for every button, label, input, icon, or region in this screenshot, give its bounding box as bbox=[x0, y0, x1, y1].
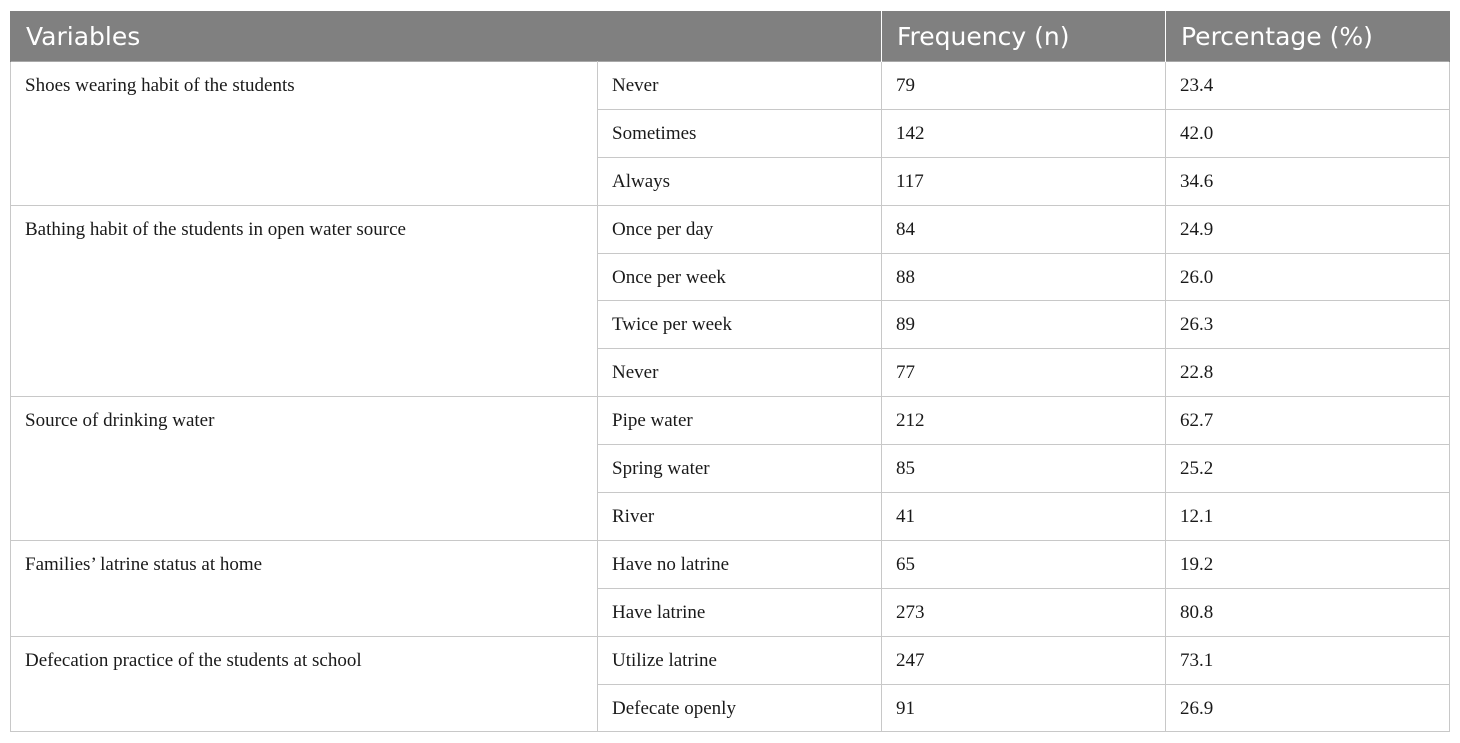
frequency-cell: 142 bbox=[882, 109, 1166, 157]
percentage-cell: 24.9 bbox=[1166, 205, 1450, 253]
category-cell: Never bbox=[598, 62, 882, 110]
variable-cell: Bathing habit of the students in open water source bbox=[11, 205, 598, 397]
percentage-cell: 22.8 bbox=[1166, 349, 1450, 397]
percentage-cell: 26.0 bbox=[1166, 253, 1450, 301]
category-cell: Twice per week bbox=[598, 301, 882, 349]
table-row bbox=[11, 205, 1450, 253]
category-cell: Once per week bbox=[598, 253, 882, 301]
frequency-cell: 77 bbox=[882, 349, 1166, 397]
frequency-cell: 85 bbox=[882, 445, 1166, 493]
category-cell: Never bbox=[598, 349, 882, 397]
category-cell: Defecate openly bbox=[598, 684, 882, 732]
frequency-cell: 212 bbox=[882, 397, 1166, 445]
percentage-cell: 62.7 bbox=[1166, 397, 1450, 445]
category-cell: River bbox=[598, 493, 882, 541]
category-cell: Utilize latrine bbox=[598, 636, 882, 684]
variable-cell: Shoes wearing habit of the students bbox=[11, 62, 598, 206]
header-frequency: Frequency (n) bbox=[882, 11, 1166, 62]
category-cell: Always bbox=[598, 157, 882, 205]
percentage-cell: 19.2 bbox=[1166, 540, 1450, 588]
variable-cell: Defecation practice of the students at school bbox=[11, 636, 598, 732]
frequency-cell: 84 bbox=[882, 205, 1166, 253]
frequency-cell: 41 bbox=[882, 493, 1166, 541]
frequency-cell: 247 bbox=[882, 636, 1166, 684]
table-body bbox=[11, 62, 1450, 732]
header-variables: Variables bbox=[11, 11, 882, 62]
frequency-cell: 65 bbox=[882, 540, 1166, 588]
frequency-cell: 273 bbox=[882, 588, 1166, 636]
category-cell: Have latrine bbox=[598, 588, 882, 636]
frequency-cell: 117 bbox=[882, 157, 1166, 205]
category-cell: Pipe water bbox=[598, 397, 882, 445]
variable-cell: Source of drinking water bbox=[11, 397, 598, 541]
table-row bbox=[11, 397, 1450, 445]
frequency-cell: 89 bbox=[882, 301, 1166, 349]
variable-cell: Families’ latrine status at home bbox=[11, 540, 598, 636]
data-table-container bbox=[10, 11, 1449, 732]
percentage-cell: 12.1 bbox=[1166, 493, 1450, 541]
table-header bbox=[11, 11, 1450, 62]
frequency-cell: 91 bbox=[882, 684, 1166, 732]
category-cell: Sometimes bbox=[598, 109, 882, 157]
frequency-cell: 88 bbox=[882, 253, 1166, 301]
header-percentage: Percentage (%) bbox=[1166, 11, 1450, 62]
percentage-cell: 26.3 bbox=[1166, 301, 1450, 349]
percentage-cell: 42.0 bbox=[1166, 109, 1450, 157]
header-row bbox=[11, 11, 1450, 62]
percentage-cell: 73.1 bbox=[1166, 636, 1450, 684]
table-row bbox=[11, 62, 1450, 110]
percentage-cell: 26.9 bbox=[1166, 684, 1450, 732]
percentage-cell: 80.8 bbox=[1166, 588, 1450, 636]
percentage-cell: 25.2 bbox=[1166, 445, 1450, 493]
data-table bbox=[10, 11, 1450, 732]
category-cell: Have no latrine bbox=[598, 540, 882, 588]
category-cell: Once per day bbox=[598, 205, 882, 253]
table-row bbox=[11, 636, 1450, 684]
percentage-cell: 34.6 bbox=[1166, 157, 1450, 205]
category-cell: Spring water bbox=[598, 445, 882, 493]
frequency-cell: 79 bbox=[882, 62, 1166, 110]
table-row bbox=[11, 540, 1450, 588]
percentage-cell: 23.4 bbox=[1166, 62, 1450, 110]
